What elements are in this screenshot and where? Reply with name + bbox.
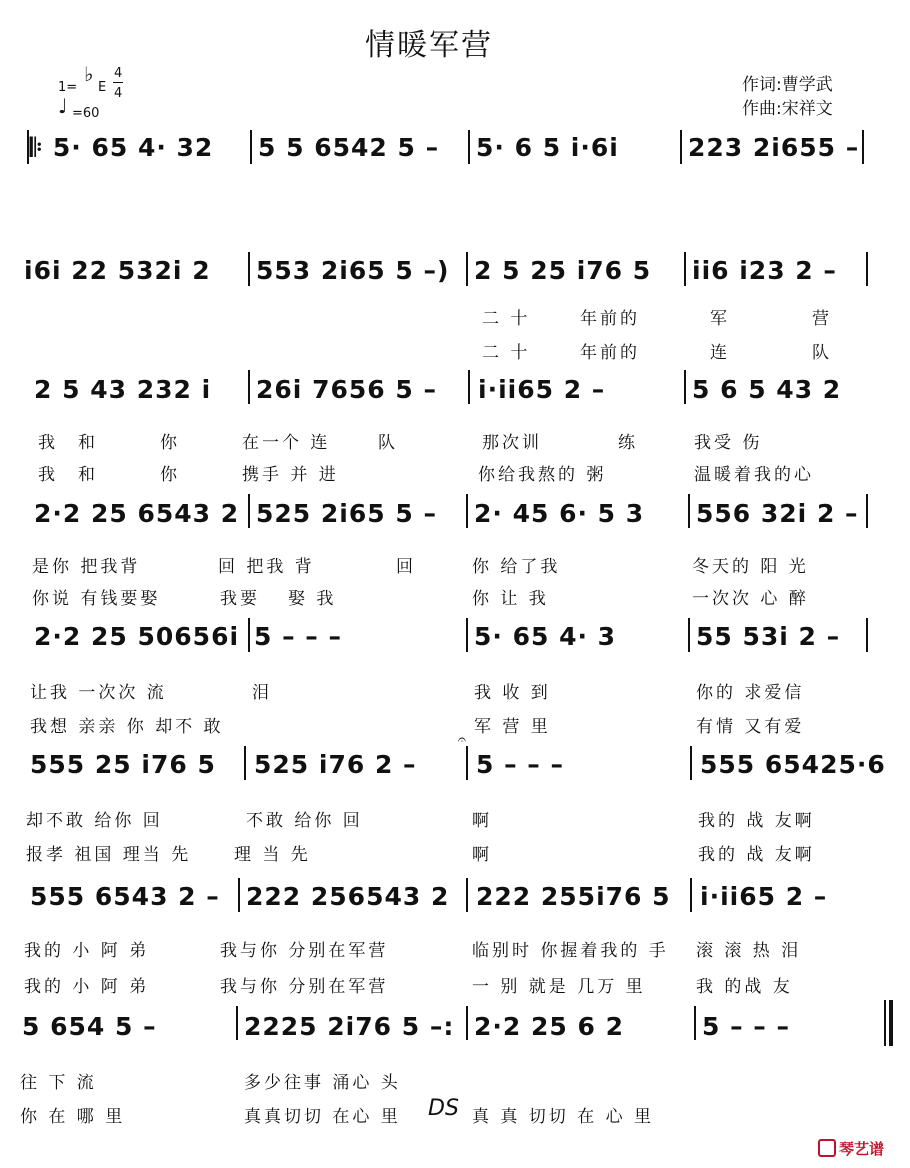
lyric: 临别时 你握着我的 手 [472,941,669,961]
lyric: 军 营 里 [474,717,551,737]
lyric: 年前的 [580,309,640,329]
measure: 5 – – – [702,1012,791,1041]
lyricist-credit: 作词:曹学武 [742,75,833,95]
final-bar-line [889,1000,893,1046]
lyric: 你给我熬的 粥 [478,465,607,485]
song-title: 情暖军营 [365,28,493,63]
lyric-line-2 [32,584,872,609]
bar-line [248,618,250,652]
lyric: 年前的 [580,343,640,363]
measure: 2·2 25 6543 2 [34,499,240,528]
measure: 223 2i655 – [688,133,860,162]
bar-line [688,494,690,528]
lyric: 我受 伤 [694,433,763,453]
ds-marking: DS [428,1096,459,1121]
measure: i·ii65 2 – [478,375,606,404]
bar-line [690,878,692,912]
time-bottom: 4 [114,86,123,101]
lyric: 一次次 心 醉 [692,589,809,609]
lyric: 温暖着我的心 [694,465,814,485]
bar-line [468,130,470,164]
bar-line [466,618,468,652]
lyric: 队 [378,433,398,453]
lyric: 啊 [472,811,492,831]
bar-line [866,494,868,528]
measure: 2 5 43 232 i [34,375,212,404]
lyric: 我 的战 友 [696,977,793,997]
composer-credit: 作曲:宋祥文 [742,99,833,119]
measure: ii6 i23 2 – [692,256,837,285]
bar-line [244,746,246,780]
measure: 55 53i 2 – [696,622,841,651]
lyric-line-1 [24,936,874,961]
lyric: 营 [812,309,832,329]
lyric: 有情 又有爱 [696,717,805,737]
lyric: 回 把我 背 [218,557,315,577]
lyric: 队 [812,343,832,363]
lyric-line-1 [482,304,862,329]
lyric: 二 十 [482,343,531,363]
measure: 5· 6 5 i·6i [476,133,619,162]
key-note: E [98,80,107,95]
lyric: 你说 有钱要娶 [32,589,161,609]
lyric: 和 [78,433,98,453]
lyric: 你的 求爱信 [696,683,805,703]
lyric: 啊 [472,845,492,865]
measure: 5 5 6542 5 – [258,133,440,162]
bar-line [684,252,686,286]
bar-line [466,878,468,912]
final-bar-line [884,1000,886,1046]
lyric: 二 十 [482,309,531,329]
bar-line [27,130,29,164]
flat-sign: ♭ [84,62,94,86]
lyric-line-2 [38,460,868,485]
lyric-line-1 [26,806,876,831]
lyric: 在一个 连 [242,433,331,453]
lyric: 我的 战 友啊 [698,811,815,831]
lyric: 我要 [220,589,260,609]
lyric: 报孝 祖国 理当 先 [26,845,192,865]
bar-line [466,746,468,780]
measure: 222 255i76 5 [476,882,671,911]
lyric: 真真切切 在心 里 [244,1107,401,1127]
measure: 553 2i65 5 –) [256,256,450,285]
bar-line [468,370,470,404]
bar-line [866,252,868,286]
bar-line [694,1006,696,1040]
measure: 2· 45 6· 5 3 [474,499,645,528]
measure: 525 i76 2 – [254,750,417,779]
lyric: 你 [160,433,180,453]
lyric: 是你 把我背 [32,557,141,577]
measure: 555 6543 2 – [30,882,220,911]
quarter-note-icon: ♩ [58,94,68,118]
time-divider [113,82,123,83]
measure: 2 5 25 i76 5 [474,256,652,285]
measure: 2225 2i76 5 –: [244,1012,455,1041]
key-prefix: 1= [58,80,78,95]
lyric-line-2 [30,712,870,737]
bar-line [684,370,686,404]
lyric: 你 让 我 [472,589,549,609]
bar-line [238,878,240,912]
time-top: 4 [114,66,123,81]
bar-line [250,130,252,164]
lyric: 冬天的 阳 光 [692,557,809,577]
logo-icon [818,1139,836,1157]
bar-line [862,130,864,164]
lyric-line-1 [38,428,868,453]
bar-line [688,618,690,652]
lyric: 我 收 到 [474,683,551,703]
bar-line [248,370,250,404]
bar-line [866,618,868,652]
lyric: 理 当 先 [234,845,311,865]
measure: 26i 7656 5 – [256,375,437,404]
lyric-line-2 [24,972,874,997]
measure: 2·2 25 50656i [34,622,240,651]
bar-line [466,1006,468,1040]
lyric: 娶 我 [288,589,337,609]
lyric: 携手 并 进 [242,465,339,485]
lyric: 多少往事 涌心 头 [244,1073,401,1093]
measure: 5 – – – [254,622,343,651]
lyric: 我的 小 阿 弟 [24,977,150,997]
bar-line [680,130,682,164]
measure: i6i 22 532i 2 [24,256,211,285]
lyric: 军 [710,309,730,329]
lyric: 却不敢 给你 回 [26,811,163,831]
tempo-value: =60 [72,106,100,121]
measure: 5 – – – [476,750,565,779]
lyric-line-1 [20,1068,880,1093]
bar-line [690,746,692,780]
lyric: 回 [396,557,416,577]
measure: 222 256543 2 [246,882,450,911]
lyric: 练 [618,433,638,453]
lyric: 往 下 流 [20,1073,97,1093]
lyric: 那次训 [482,433,542,453]
watermark-text: 琴艺谱 [839,1140,885,1158]
lyric: 我与你 分别在军营 [220,977,389,997]
watermark-logo [818,1138,884,1159]
measure: i·ii65 2 – [700,882,828,911]
measure: 556 32i 2 – [696,499,859,528]
lyric: 我 [38,433,58,453]
lyric-line-2 [20,1096,880,1127]
lyric: 我想 亲亲 你 却不 敢 [30,717,224,737]
lyric: 我 [38,465,58,485]
lyric: 和 [78,465,98,485]
lyric: 我与你 分别在军营 [220,941,389,961]
lyric: 你 在 哪 里 [20,1107,126,1127]
lyric: 我的 小 阿 弟 [24,941,150,961]
lyric: 你 [160,465,180,485]
lyric: 一 别 就是 几万 里 [472,977,646,997]
lyric: 我的 战 友啊 [698,845,815,865]
bar-line [466,494,468,528]
lyric: 不敢 给你 回 [246,811,363,831]
lyric: 真 真 切切 在 心 里 [472,1107,655,1127]
lyric-line-1 [32,552,872,577]
measure: 555 25 i76 5 [30,750,216,779]
lyric-line-2 [482,338,862,363]
measure: 𝄆 5· 65 4· 32 [30,133,214,162]
measure: 5· 65 4· 3 [474,622,617,651]
fermata-icon: 𝄐 [458,732,466,748]
measure: 555 65425·6 [700,750,886,779]
measure: 525 2i65 5 – [256,499,437,528]
bar-line [248,494,250,528]
measure: 2·2 25 6 2 [474,1012,624,1041]
measure: 5 6 5 43 2 [692,375,842,404]
lyric: 让我 一次次 流 [30,683,167,703]
bar-line [248,252,250,286]
bar-line [236,1006,238,1040]
key-signature [58,62,148,122]
lyric-line-1 [30,678,870,703]
lyric: 你 给了我 [472,557,561,577]
lyric: 连 [710,343,730,363]
measure: 5 654 5 – [22,1012,157,1041]
lyric: 滚 滚 热 泪 [696,941,802,961]
lyric: 泪 [252,683,272,703]
lyric-line-2 [26,840,876,865]
bar-line [466,252,468,286]
